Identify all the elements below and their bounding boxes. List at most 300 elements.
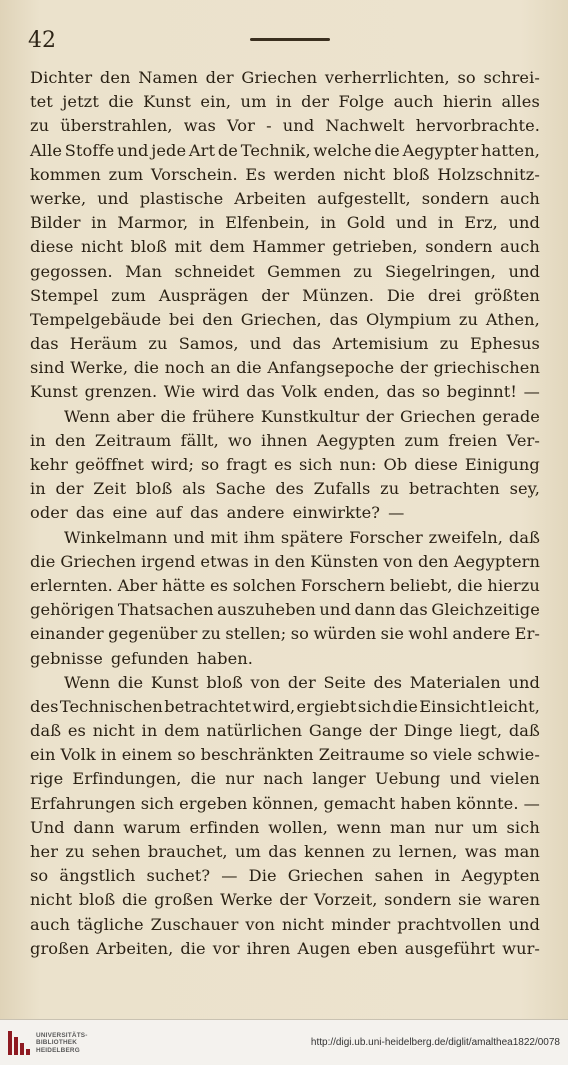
word: sehen bbox=[91, 842, 141, 861]
word: dem bbox=[164, 721, 200, 741]
word: gegenüber bbox=[108, 624, 198, 644]
word: dem bbox=[209, 237, 245, 257]
word: die bbox=[236, 358, 262, 378]
word: griechischen bbox=[433, 358, 540, 378]
word: wird, bbox=[252, 696, 296, 716]
text-line bbox=[30, 840, 540, 864]
word: nicht bbox=[80, 237, 124, 257]
word: gefunden bbox=[110, 648, 189, 668]
word: sie bbox=[458, 890, 482, 910]
word: Bilder bbox=[30, 213, 81, 233]
word: so bbox=[421, 382, 441, 402]
word: gerade bbox=[482, 406, 540, 426]
word: den bbox=[99, 68, 131, 87]
word: fragt bbox=[226, 455, 267, 474]
word: Arbeiten, bbox=[96, 938, 174, 958]
source-url-link[interactable]: http://digi.ub.uni-heidelberg.de/diglit/amalthea1822/0078 bbox=[310, 1037, 560, 1048]
word: Dichter bbox=[30, 68, 93, 87]
word: sind bbox=[30, 358, 65, 378]
word: der bbox=[205, 68, 234, 87]
text-line bbox=[30, 574, 540, 598]
word: können, bbox=[252, 793, 319, 813]
word: Nachwelt bbox=[325, 116, 405, 136]
word: wo bbox=[228, 430, 252, 450]
word: in bbox=[275, 92, 292, 112]
text-line bbox=[30, 163, 540, 187]
word: Einigung bbox=[464, 455, 540, 474]
word: um bbox=[234, 842, 261, 861]
word: hierzu bbox=[487, 575, 540, 595]
word: Materialen bbox=[409, 672, 501, 692]
text-line bbox=[30, 284, 540, 308]
word: Vorzeit, bbox=[314, 890, 378, 910]
word: es bbox=[273, 455, 293, 474]
text-line bbox=[30, 550, 540, 574]
word: Tempelgebäude bbox=[30, 309, 162, 329]
word: freien bbox=[448, 430, 498, 450]
text-line bbox=[30, 308, 540, 332]
word: in bbox=[30, 430, 46, 450]
word: Gange bbox=[308, 721, 363, 741]
word: und bbox=[282, 116, 315, 136]
word: Es bbox=[245, 164, 266, 184]
word: sich bbox=[506, 817, 540, 837]
word: Thatsachen bbox=[117, 600, 214, 620]
word: in bbox=[30, 479, 46, 499]
word: Artemisium bbox=[332, 334, 429, 354]
word: — bbox=[221, 866, 238, 886]
word: — bbox=[523, 793, 540, 813]
word: nun: bbox=[339, 455, 377, 474]
word: Kunst bbox=[150, 672, 199, 692]
text-line bbox=[30, 235, 540, 259]
word: Art bbox=[188, 140, 216, 160]
word: die bbox=[190, 769, 217, 789]
word: sie bbox=[380, 624, 405, 644]
word: das bbox=[386, 382, 416, 402]
word: Wenn bbox=[64, 672, 111, 692]
text-line bbox=[30, 139, 540, 163]
logo-line: UNIVERSITÄTS- bbox=[36, 1032, 88, 1040]
word: solchen bbox=[232, 575, 297, 595]
word: Aegypten bbox=[461, 866, 540, 886]
word: warum bbox=[123, 817, 181, 837]
word: Winkelmann bbox=[64, 527, 168, 547]
text-line bbox=[30, 477, 540, 501]
library-logo-icon bbox=[8, 1031, 30, 1055]
word: das bbox=[268, 842, 297, 861]
text-line bbox=[30, 695, 540, 719]
word: in bbox=[91, 213, 107, 233]
word: zu bbox=[148, 334, 168, 354]
word: diese bbox=[414, 455, 458, 474]
text-line bbox=[30, 429, 540, 453]
word: Aegypten bbox=[316, 430, 396, 450]
word: Technik, bbox=[240, 140, 311, 160]
word: ergeben bbox=[179, 793, 248, 813]
word: Anfangsepoche bbox=[267, 358, 395, 378]
word: irgend bbox=[141, 551, 196, 571]
word: Stoffe bbox=[64, 140, 115, 160]
word: nur bbox=[225, 769, 255, 789]
word: und bbox=[508, 914, 540, 934]
word: als bbox=[182, 479, 206, 499]
word: in bbox=[141, 721, 158, 741]
word: der bbox=[287, 672, 316, 692]
word: drei bbox=[427, 285, 462, 305]
text-line bbox=[30, 260, 540, 284]
word: beginnt! bbox=[446, 382, 517, 402]
word: kennen bbox=[304, 842, 365, 861]
text-line bbox=[30, 114, 540, 138]
word: auf bbox=[155, 503, 182, 523]
word: leicht, bbox=[488, 696, 540, 716]
word: wird; bbox=[150, 455, 194, 474]
word: Wie bbox=[163, 382, 196, 402]
word: Volk bbox=[60, 745, 96, 765]
word: des bbox=[373, 672, 403, 692]
word: Uebung bbox=[375, 769, 441, 789]
word: gehörigen bbox=[30, 600, 115, 620]
word: Einsicht bbox=[419, 696, 487, 716]
word: enden, bbox=[323, 382, 380, 402]
word: zu bbox=[30, 116, 50, 136]
word: zum bbox=[108, 164, 144, 184]
word: Wenn bbox=[64, 406, 111, 426]
word: einem bbox=[121, 745, 173, 765]
word: mit bbox=[210, 527, 238, 547]
page-number: 42 bbox=[28, 28, 56, 53]
word: von bbox=[250, 672, 281, 692]
word: Forscher bbox=[349, 527, 423, 547]
word: - bbox=[266, 116, 272, 136]
word: Aber bbox=[117, 575, 158, 595]
word: prachtvollen bbox=[397, 914, 502, 934]
logo-line: BIBLIOTHEK bbox=[36, 1039, 78, 1047]
word: in bbox=[320, 213, 337, 233]
word: hierin bbox=[442, 92, 493, 112]
word: das bbox=[246, 382, 275, 402]
word: verherrlichten, bbox=[324, 68, 450, 87]
word: werke, bbox=[30, 188, 87, 208]
word: andere bbox=[226, 503, 285, 523]
word: Seite bbox=[323, 672, 366, 692]
word: Werke, bbox=[70, 358, 129, 378]
word: kommen bbox=[30, 164, 101, 184]
word: zu bbox=[372, 842, 392, 861]
word: Künsten bbox=[310, 551, 379, 571]
word: zu bbox=[65, 842, 85, 861]
word: Volk bbox=[281, 382, 317, 402]
word: Stempel bbox=[30, 285, 99, 305]
word: mit bbox=[174, 237, 202, 257]
word: Zufalls bbox=[313, 479, 371, 499]
word: sey, bbox=[509, 479, 540, 499]
word: zu bbox=[458, 309, 478, 329]
word: so bbox=[409, 745, 429, 765]
text-line bbox=[30, 405, 540, 429]
word: ergiebt bbox=[296, 696, 357, 716]
word: auch bbox=[499, 188, 540, 208]
word: grenzen. bbox=[84, 382, 158, 402]
word: auch bbox=[30, 914, 70, 934]
word: zum bbox=[111, 285, 146, 305]
word: sondern bbox=[421, 188, 489, 208]
word: Forschern bbox=[300, 575, 386, 595]
word: einwirkte? bbox=[292, 503, 381, 523]
word: Siegelringen, bbox=[384, 261, 497, 281]
word: den bbox=[418, 551, 449, 571]
text-line bbox=[30, 356, 540, 380]
word: liegt, bbox=[459, 721, 503, 741]
word: schrei- bbox=[483, 68, 540, 87]
word: haben bbox=[400, 793, 452, 813]
word: daß bbox=[30, 721, 62, 741]
word: überstrahlen, bbox=[60, 116, 173, 136]
word: Athen, bbox=[485, 309, 540, 329]
word: schneidet bbox=[174, 261, 255, 281]
word: was bbox=[183, 116, 216, 136]
text-line bbox=[30, 211, 540, 235]
word: Griechen bbox=[60, 551, 137, 571]
word: und bbox=[319, 600, 351, 620]
word: aber bbox=[116, 406, 155, 426]
word: Münzen. bbox=[302, 285, 374, 305]
word: in bbox=[100, 745, 117, 765]
word: minder bbox=[331, 914, 391, 934]
word: Die bbox=[386, 285, 415, 305]
word: und bbox=[249, 334, 282, 354]
text-line bbox=[30, 767, 540, 791]
word: wird bbox=[202, 382, 240, 402]
page-header bbox=[24, 24, 544, 56]
word: betrachtet bbox=[164, 696, 252, 716]
word: tet bbox=[30, 92, 53, 112]
word: Erfindungen, bbox=[72, 769, 182, 789]
text-line bbox=[30, 453, 540, 477]
word: was bbox=[464, 842, 497, 861]
word: Technischen bbox=[59, 696, 163, 716]
word: Und bbox=[30, 817, 65, 837]
word: wollen, bbox=[268, 817, 328, 837]
header-rule bbox=[250, 38, 330, 41]
word: Gleichzeitige bbox=[431, 600, 540, 620]
word: und bbox=[97, 188, 129, 208]
word: sich bbox=[299, 455, 333, 474]
word: Arbeiten bbox=[234, 188, 307, 208]
word: dann bbox=[73, 817, 115, 837]
word: Gemmen bbox=[267, 261, 341, 281]
word: beschränkten bbox=[200, 745, 314, 765]
word: nicht bbox=[30, 890, 73, 910]
word: sondern bbox=[384, 890, 452, 910]
word: Die bbox=[248, 866, 277, 886]
word: stellen; bbox=[225, 624, 287, 644]
word: die bbox=[392, 696, 418, 716]
word: so bbox=[457, 68, 476, 87]
word: und bbox=[449, 769, 482, 789]
word: ein bbox=[30, 745, 56, 765]
word: der bbox=[365, 406, 394, 426]
text-line bbox=[30, 526, 540, 550]
word: Ausprägen bbox=[158, 285, 249, 305]
text-line bbox=[30, 913, 540, 937]
word: Vor bbox=[226, 116, 255, 136]
word: Griechen bbox=[241, 68, 318, 87]
word: die bbox=[160, 406, 186, 426]
word: und bbox=[173, 527, 205, 547]
word: bloß bbox=[135, 479, 173, 499]
word: Holzschnitz- bbox=[437, 164, 540, 184]
word: sich bbox=[140, 793, 175, 813]
word: Zeitraume bbox=[318, 745, 405, 765]
word: tägliche bbox=[76, 914, 144, 934]
word: jede bbox=[151, 140, 187, 160]
word: die bbox=[133, 358, 160, 378]
word: das bbox=[329, 309, 359, 329]
word: von bbox=[245, 914, 276, 934]
word: aufgestellt, bbox=[317, 188, 411, 208]
word: die bbox=[30, 551, 56, 571]
word: in bbox=[198, 213, 215, 233]
word: rige bbox=[30, 769, 64, 789]
word: und bbox=[116, 140, 149, 160]
word: wenn bbox=[336, 817, 382, 837]
word: bei bbox=[169, 309, 195, 329]
word: an bbox=[210, 358, 231, 378]
word: so bbox=[177, 745, 196, 765]
word: wohl bbox=[408, 624, 449, 644]
word: frühere bbox=[192, 406, 255, 426]
word: daß bbox=[508, 527, 540, 547]
text-line bbox=[30, 719, 540, 743]
word: gegossen. bbox=[30, 261, 113, 281]
word: brauchet, bbox=[147, 842, 228, 861]
word: Ephesus bbox=[470, 334, 540, 354]
word: Folge bbox=[338, 92, 385, 112]
text-line bbox=[30, 622, 540, 646]
word: in bbox=[437, 213, 454, 233]
word: das bbox=[399, 600, 428, 620]
text-line bbox=[30, 187, 540, 211]
word: so bbox=[30, 866, 49, 886]
word: — bbox=[388, 503, 405, 523]
word: zu bbox=[380, 479, 400, 499]
word: der bbox=[261, 285, 290, 305]
word: bloß bbox=[206, 672, 243, 692]
word: langer bbox=[312, 769, 366, 789]
word: diese bbox=[30, 237, 74, 257]
word: sondern bbox=[425, 237, 493, 257]
word: ausgeführt bbox=[404, 938, 496, 958]
library-logo[interactable] bbox=[8, 1031, 88, 1055]
word: Kunstkultur bbox=[260, 406, 360, 426]
word: wur- bbox=[502, 938, 540, 958]
text-line bbox=[30, 332, 540, 356]
word: sahen bbox=[374, 866, 424, 886]
word: Aegyptern bbox=[453, 551, 540, 571]
text-line bbox=[30, 864, 540, 888]
word: plastische bbox=[139, 188, 224, 208]
word: her bbox=[30, 842, 59, 861]
word: zum bbox=[404, 430, 440, 450]
word: viele bbox=[433, 745, 473, 765]
word: nach bbox=[263, 769, 304, 789]
word: suchet? bbox=[146, 866, 211, 886]
word: und bbox=[508, 261, 540, 281]
word: einander bbox=[30, 624, 104, 644]
word: Gold bbox=[346, 213, 386, 233]
text-line bbox=[30, 792, 540, 816]
word: die bbox=[457, 575, 483, 595]
word: um bbox=[471, 817, 498, 837]
word: lernen, bbox=[398, 842, 458, 861]
word: man bbox=[504, 842, 540, 861]
word: Griechen, bbox=[240, 309, 322, 329]
text-line bbox=[30, 937, 540, 961]
word: großen bbox=[154, 890, 214, 910]
word: noch bbox=[164, 358, 205, 378]
word: Ob bbox=[383, 455, 408, 474]
word: den bbox=[202, 309, 233, 329]
word: auch bbox=[393, 92, 434, 112]
word: Man bbox=[125, 261, 163, 281]
word: etwas bbox=[200, 551, 249, 571]
text-line bbox=[30, 501, 540, 525]
word: Erfahrungen bbox=[30, 793, 136, 813]
text-line bbox=[30, 671, 540, 695]
word: Hammer bbox=[252, 237, 325, 257]
word: vor bbox=[212, 938, 240, 958]
word: Zeit bbox=[93, 479, 127, 499]
text-line bbox=[30, 743, 540, 767]
text-line bbox=[30, 647, 540, 671]
word: um bbox=[240, 92, 267, 112]
word: spätere bbox=[280, 527, 344, 547]
text-line bbox=[30, 598, 540, 622]
word: und bbox=[508, 213, 540, 233]
footer-bar bbox=[0, 1019, 568, 1065]
word: Zuschauer bbox=[150, 914, 239, 934]
word: Griechen bbox=[400, 406, 476, 426]
word: getrieben, bbox=[332, 237, 418, 257]
word: man bbox=[389, 817, 426, 837]
word: größten bbox=[474, 285, 540, 305]
library-logo-text bbox=[36, 1032, 88, 1054]
word: vielen bbox=[490, 769, 540, 789]
word: nicht bbox=[281, 914, 325, 934]
word: es bbox=[209, 575, 229, 595]
word: Augen bbox=[297, 938, 351, 958]
text-line bbox=[30, 380, 540, 404]
text-line bbox=[30, 816, 540, 840]
word: natürlichen bbox=[206, 721, 303, 741]
word: andere bbox=[452, 624, 511, 644]
word: die bbox=[374, 140, 400, 160]
word: großen bbox=[30, 938, 90, 958]
word: geöffnet bbox=[74, 455, 144, 474]
word: zweifeln, bbox=[428, 527, 504, 547]
word: ihm bbox=[243, 527, 275, 547]
word: beliebt, bbox=[389, 575, 453, 595]
word: und bbox=[508, 672, 540, 692]
word: fällt, bbox=[180, 430, 219, 450]
word: die bbox=[117, 672, 144, 692]
word: das bbox=[292, 334, 322, 354]
word: sich bbox=[357, 696, 392, 716]
word: Ver- bbox=[506, 430, 540, 450]
word: Namen bbox=[138, 68, 198, 87]
